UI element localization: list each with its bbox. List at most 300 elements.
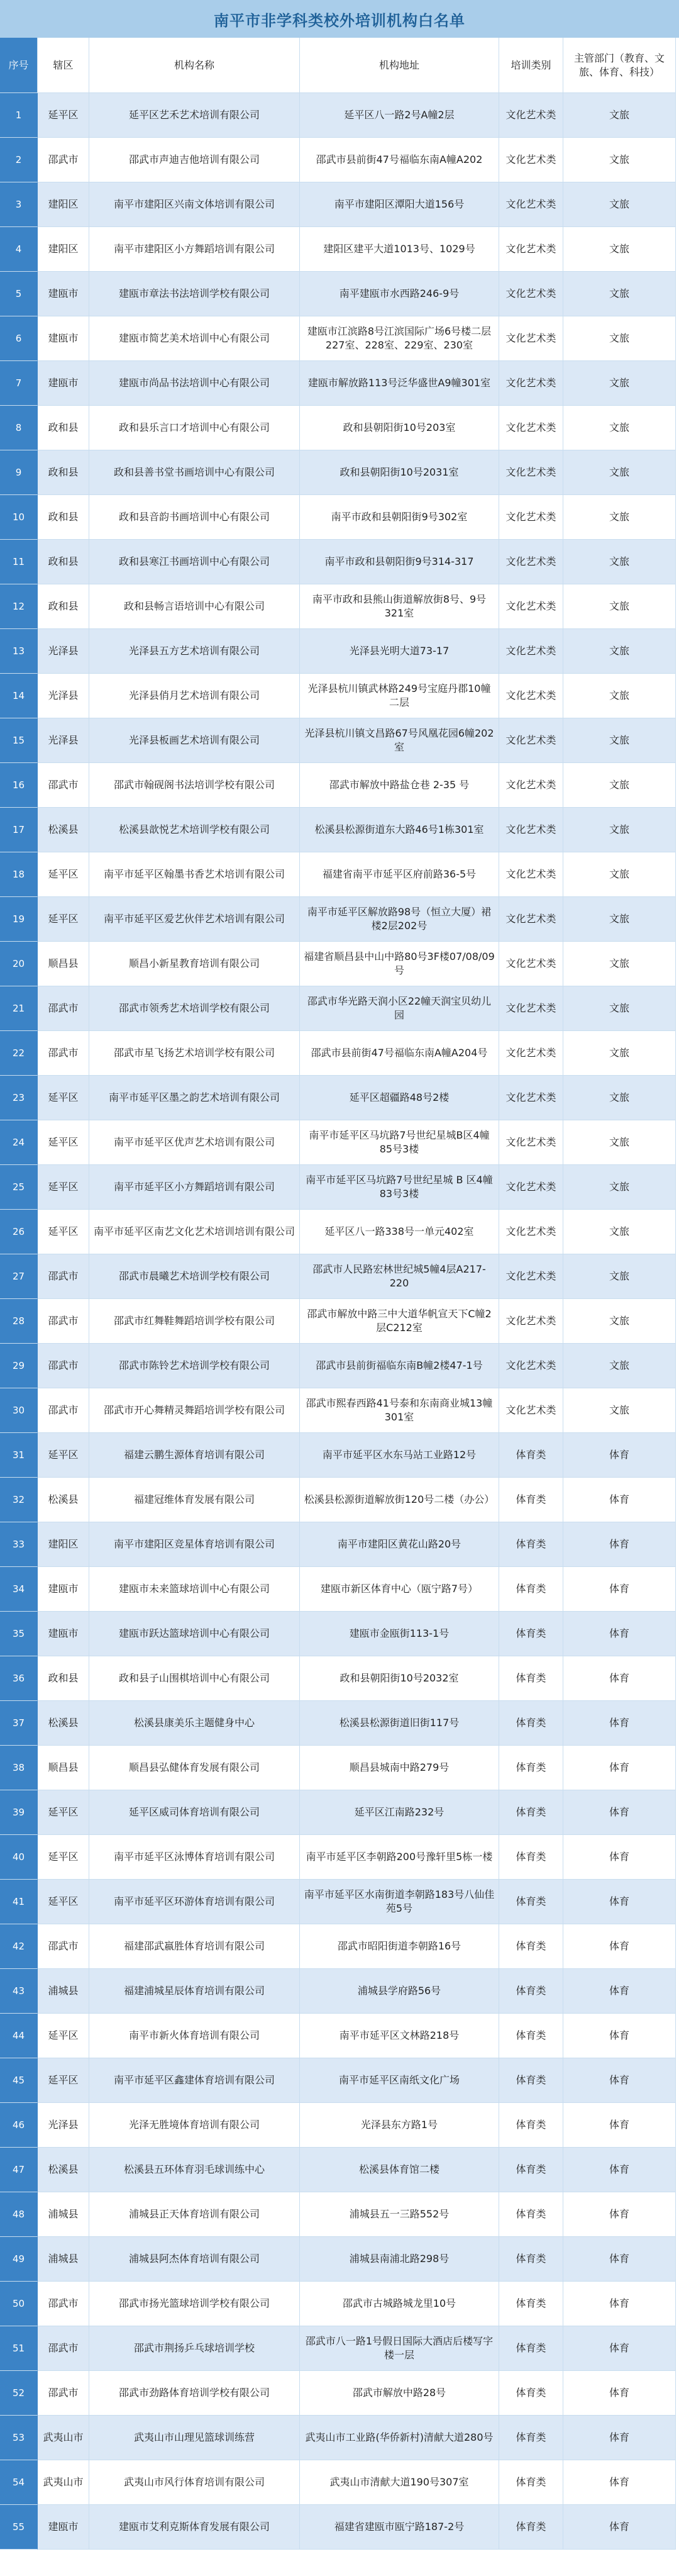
row-district: 邵武市 xyxy=(38,2282,89,2326)
row-no: 28 xyxy=(0,1299,38,1344)
row-category: 文化艺术类 xyxy=(499,1165,563,1210)
row-district: 邵武市 xyxy=(38,986,89,1031)
table-row xyxy=(0,138,676,182)
row-no: 8 xyxy=(0,406,38,450)
row-name: 邵武市红舞鞋舞蹈培训学校有限公司 xyxy=(89,1299,300,1344)
row-category: 文化艺术类 xyxy=(499,852,563,897)
table-row xyxy=(0,718,676,763)
row-no: 3 xyxy=(0,182,38,227)
row-district: 延平区 xyxy=(38,1210,89,1254)
row-district: 邵武市 xyxy=(38,1299,89,1344)
row-name: 福建云鹏生源体育培训有限公司 xyxy=(89,1433,300,1478)
row-address: 邵武市人民路宏林世纪城5幢4层A217-220 xyxy=(300,1254,499,1299)
row-dept: 文旅 xyxy=(563,1344,676,1388)
row-name: 延平区艺禾艺术培训有限公司 xyxy=(89,93,300,138)
row-category: 体育类 xyxy=(499,1924,563,1969)
row-no: 31 xyxy=(0,1433,38,1478)
row-dept: 文旅 xyxy=(563,1076,676,1120)
table-row xyxy=(0,2326,676,2371)
row-name: 政和县乐言口才培训中心有限公司 xyxy=(89,406,300,450)
row-category: 体育类 xyxy=(499,1746,563,1790)
table-row xyxy=(0,1656,676,1701)
row-no: 38 xyxy=(0,1746,38,1790)
row-district: 延平区 xyxy=(38,1790,89,1835)
row-district: 延平区 xyxy=(38,1076,89,1120)
row-name: 福建冠维体育发展有限公司 xyxy=(89,1478,300,1522)
row-category: 文化艺术类 xyxy=(499,495,563,540)
row-dept: 文旅 xyxy=(563,942,676,986)
row-no: 5 xyxy=(0,272,38,316)
row-dept: 体育 xyxy=(563,2192,676,2237)
row-category: 文化艺术类 xyxy=(499,450,563,495)
row-address: 延平区超疆路48号2楼 xyxy=(300,1076,499,1120)
row-dept: 文旅 xyxy=(563,406,676,450)
row-category: 文化艺术类 xyxy=(499,1299,563,1344)
table-row xyxy=(0,986,676,1031)
row-district: 松溪县 xyxy=(38,1478,89,1522)
header-category: 培训类别 xyxy=(499,38,563,93)
row-category: 体育类 xyxy=(499,1790,563,1835)
row-district: 邵武市 xyxy=(38,2326,89,2371)
row-address: 福建省建瓯市瓯宁路187-2号 xyxy=(300,2505,499,2550)
row-address: 南平市政和县朝阳街9号314-317 xyxy=(300,540,499,584)
row-address: 政和县朝阳街10号2031室 xyxy=(300,450,499,495)
table-row xyxy=(0,182,676,227)
row-category: 体育类 xyxy=(499,1433,563,1478)
row-dept: 体育 xyxy=(563,2282,676,2326)
row-address: 光泽县光明大道73-17 xyxy=(300,629,499,674)
row-address: 建瓯市江滨路8号江滨国际广场6号楼二层227室、228室、229室、230室 xyxy=(300,316,499,361)
table-row xyxy=(0,2371,676,2416)
table-row xyxy=(0,1120,676,1165)
row-dept: 体育 xyxy=(563,1433,676,1478)
table-row xyxy=(0,674,676,718)
row-dept: 文旅 xyxy=(563,1120,676,1165)
table-row xyxy=(0,1433,676,1478)
row-no: 46 xyxy=(0,2103,38,2148)
row-no: 45 xyxy=(0,2058,38,2103)
row-no: 16 xyxy=(0,763,38,808)
row-no: 18 xyxy=(0,852,38,897)
row-category: 体育类 xyxy=(499,1880,563,1924)
row-category: 体育类 xyxy=(499,1835,563,1880)
row-name: 松溪县康美乐主题健身中心 xyxy=(89,1701,300,1746)
row-category: 文化艺术类 xyxy=(499,584,563,629)
row-dept: 文旅 xyxy=(563,1254,676,1299)
row-address: 南平市政和县朝阳街9号302室 xyxy=(300,495,499,540)
row-district: 建瓯市 xyxy=(38,1612,89,1656)
row-dept: 文旅 xyxy=(563,316,676,361)
row-category: 文化艺术类 xyxy=(499,718,563,763)
row-name: 政和县音韵书画培训中心有限公司 xyxy=(89,495,300,540)
row-dept: 体育 xyxy=(563,2460,676,2505)
row-district: 武夷山市 xyxy=(38,2460,89,2505)
row-name: 政和县畅言语培训中心有限公司 xyxy=(89,584,300,629)
row-no: 12 xyxy=(0,584,38,629)
table-body xyxy=(0,93,676,2550)
table-row xyxy=(0,584,676,629)
row-dept: 体育 xyxy=(563,2058,676,2103)
table-row xyxy=(0,1388,676,1433)
row-no: 2 xyxy=(0,138,38,182)
row-district: 延平区 xyxy=(38,1880,89,1924)
row-category: 体育类 xyxy=(499,1612,563,1656)
row-no: 24 xyxy=(0,1120,38,1165)
row-category: 体育类 xyxy=(499,2460,563,2505)
row-district: 建瓯市 xyxy=(38,316,89,361)
row-no: 6 xyxy=(0,316,38,361)
row-category: 文化艺术类 xyxy=(499,1031,563,1076)
row-address: 南平市建阳区黄花山路20号 xyxy=(300,1522,499,1567)
row-district: 建阳区 xyxy=(38,227,89,272)
table-row xyxy=(0,272,676,316)
row-address: 光泽县杭川镇文昌路67号风凰花园6幢202室 xyxy=(300,718,499,763)
table-row xyxy=(0,2058,676,2103)
row-category: 文化艺术类 xyxy=(499,897,563,942)
header-address: 机构地址 xyxy=(300,38,499,93)
table-row xyxy=(0,227,676,272)
row-dept: 体育 xyxy=(563,1656,676,1701)
row-district: 光泽县 xyxy=(38,718,89,763)
row-name: 邵武市开心舞精灵舞蹈培训学校有限公司 xyxy=(89,1388,300,1433)
row-address: 福建省南平市延平区府前路36-5号 xyxy=(300,852,499,897)
row-no: 50 xyxy=(0,2282,38,2326)
row-no: 1 xyxy=(0,93,38,138)
table-row xyxy=(0,2505,676,2550)
row-category: 体育类 xyxy=(499,2014,563,2058)
row-name: 政和县子山围棋培训中心有限公司 xyxy=(89,1656,300,1701)
row-district: 政和县 xyxy=(38,584,89,629)
row-dept: 体育 xyxy=(563,1746,676,1790)
row-district: 邵武市 xyxy=(38,1254,89,1299)
row-no: 19 xyxy=(0,897,38,942)
row-no: 33 xyxy=(0,1522,38,1567)
row-dept: 体育 xyxy=(563,1478,676,1522)
row-district: 政和县 xyxy=(38,1656,89,1701)
table-row xyxy=(0,1880,676,1924)
row-name: 邵武市领秀艺术培训学校有限公司 xyxy=(89,986,300,1031)
row-address: 光泽县东方路1号 xyxy=(300,2103,499,2148)
row-name: 政和县寒江书画培训中心有限公司 xyxy=(89,540,300,584)
row-category: 体育类 xyxy=(499,2148,563,2192)
row-address: 邵武市解放中路盐仓巷 2-35 号 xyxy=(300,763,499,808)
table-row xyxy=(0,1835,676,1880)
row-category: 体育类 xyxy=(499,1701,563,1746)
row-dept: 文旅 xyxy=(563,1388,676,1433)
row-name: 建瓯市艾利克斯体育发展有限公司 xyxy=(89,2505,300,2550)
row-district: 建瓯市 xyxy=(38,1567,89,1612)
table-row xyxy=(0,1478,676,1522)
row-district: 光泽县 xyxy=(38,2103,89,2148)
row-no: 41 xyxy=(0,1880,38,1924)
table-row xyxy=(0,808,676,852)
row-district: 政和县 xyxy=(38,406,89,450)
row-category: 文化艺术类 xyxy=(499,182,563,227)
row-address: 武夷山市工业路(华侨新村)清献大道280号 xyxy=(300,2416,499,2460)
row-district: 邵武市 xyxy=(38,1344,89,1388)
row-dept: 体育 xyxy=(563,2014,676,2058)
row-district: 政和县 xyxy=(38,450,89,495)
table-row xyxy=(0,2282,676,2326)
row-district: 浦城县 xyxy=(38,2237,89,2282)
row-address: 武夷山市清献大道190号307室 xyxy=(300,2460,499,2505)
row-category: 体育类 xyxy=(499,1567,563,1612)
row-name: 邵武市星飞扬艺术培训学校有限公司 xyxy=(89,1031,300,1076)
row-dept: 文旅 xyxy=(563,450,676,495)
table-row xyxy=(0,1254,676,1299)
table-row xyxy=(0,942,676,986)
table-row xyxy=(0,763,676,808)
table-row xyxy=(0,361,676,406)
row-dept: 体育 xyxy=(563,1924,676,1969)
row-district: 建瓯市 xyxy=(38,361,89,406)
row-name: 邵武市陈铃艺术培训学校有限公司 xyxy=(89,1344,300,1388)
row-address: 建瓯市新区体育中心（瓯宁路7号） xyxy=(300,1567,499,1612)
row-address: 福建省顺昌县中山中路80号3F楼07/08/09号 xyxy=(300,942,499,986)
row-name: 建瓯市未来篮球培训中心有限公司 xyxy=(89,1567,300,1612)
row-district: 延平区 xyxy=(38,1835,89,1880)
row-name: 南平市延平区优声艺术培训有限公司 xyxy=(89,1120,300,1165)
row-name: 福建浦城星辰体育培训有限公司 xyxy=(89,1969,300,2014)
row-category: 文化艺术类 xyxy=(499,1388,563,1433)
row-district: 延平区 xyxy=(38,2014,89,2058)
row-no: 29 xyxy=(0,1344,38,1388)
table-row xyxy=(0,1612,676,1656)
header-name: 机构名称 xyxy=(89,38,300,93)
table-row xyxy=(0,2148,676,2192)
row-category: 体育类 xyxy=(499,2505,563,2550)
row-district: 建阳区 xyxy=(38,182,89,227)
row-name: 建瓯市简艺美术培训中心有限公司 xyxy=(89,316,300,361)
row-name: 武夷山市风行体育培训有限公司 xyxy=(89,2460,300,2505)
row-dept: 体育 xyxy=(563,1701,676,1746)
row-name: 南平市延平区泳博体育培训有限公司 xyxy=(89,1835,300,1880)
row-district: 延平区 xyxy=(38,852,89,897)
row-address: 延平区八一路338号一单元402室 xyxy=(300,1210,499,1254)
row-address: 政和县朝阳街10号2032室 xyxy=(300,1656,499,1701)
row-district: 延平区 xyxy=(38,897,89,942)
row-address: 邵武市古城路城龙里10号 xyxy=(300,2282,499,2326)
row-name: 光泽县俏月艺术培训有限公司 xyxy=(89,674,300,718)
row-no: 7 xyxy=(0,361,38,406)
row-address: 南平市延平区马坑路7号世纪星城 B 区4幢83号3楼 xyxy=(300,1165,499,1210)
row-no: 35 xyxy=(0,1612,38,1656)
row-no: 43 xyxy=(0,1969,38,2014)
row-category: 文化艺术类 xyxy=(499,1254,563,1299)
table-row xyxy=(0,316,676,361)
table-row xyxy=(0,2237,676,2282)
row-no: 22 xyxy=(0,1031,38,1076)
row-no: 30 xyxy=(0,1388,38,1433)
row-dept: 文旅 xyxy=(563,629,676,674)
row-category: 体育类 xyxy=(499,1969,563,2014)
row-no: 47 xyxy=(0,2148,38,2192)
row-district: 政和县 xyxy=(38,540,89,584)
table-row xyxy=(0,1344,676,1388)
row-address: 邵武市熙春西路41号泰和东南商业城13幢301室 xyxy=(300,1388,499,1433)
table-row xyxy=(0,1790,676,1835)
table-row xyxy=(0,93,676,138)
row-category: 文化艺术类 xyxy=(499,227,563,272)
table-row xyxy=(0,2103,676,2148)
table-row xyxy=(0,1701,676,1746)
row-district: 顺昌县 xyxy=(38,942,89,986)
row-dept: 体育 xyxy=(563,2371,676,2416)
row-dept: 体育 xyxy=(563,1969,676,2014)
row-category: 体育类 xyxy=(499,2192,563,2237)
row-no: 14 xyxy=(0,674,38,718)
table-row xyxy=(0,1924,676,1969)
row-no: 4 xyxy=(0,227,38,272)
row-dept: 体育 xyxy=(563,2237,676,2282)
row-name: 光泽县五方艺术培训有限公司 xyxy=(89,629,300,674)
row-no: 34 xyxy=(0,1567,38,1612)
row-no: 27 xyxy=(0,1254,38,1299)
row-no: 40 xyxy=(0,1835,38,1880)
row-category: 文化艺术类 xyxy=(499,986,563,1031)
row-category: 体育类 xyxy=(499,2058,563,2103)
row-address: 邵武市县前街47号福临东南A幢A204号 xyxy=(300,1031,499,1076)
row-category: 文化艺术类 xyxy=(499,316,563,361)
row-dept: 文旅 xyxy=(563,540,676,584)
table-row xyxy=(0,852,676,897)
row-address: 建瓯市解放路113号泛华盛世A9幢301室 xyxy=(300,361,499,406)
row-name: 南平市延平区翰墨书香艺术培训有限公司 xyxy=(89,852,300,897)
row-category: 体育类 xyxy=(499,2326,563,2371)
row-no: 44 xyxy=(0,2014,38,2058)
row-dept: 文旅 xyxy=(563,584,676,629)
header-district: 辖区 xyxy=(38,38,89,93)
row-address: 浦城县学府路56号 xyxy=(300,1969,499,2014)
row-address: 松溪县松源街道旧街117号 xyxy=(300,1701,499,1746)
row-district: 光泽县 xyxy=(38,674,89,718)
row-address: 浦城县五一三路552号 xyxy=(300,2192,499,2237)
row-dept: 文旅 xyxy=(563,808,676,852)
row-district: 光泽县 xyxy=(38,629,89,674)
page-title: 南平市非学科类校外培训机构白名单 xyxy=(0,0,679,38)
row-name: 邵武市声迪吉他培训有限公司 xyxy=(89,138,300,182)
row-dept: 文旅 xyxy=(563,227,676,272)
table-row xyxy=(0,406,676,450)
table-row xyxy=(0,2014,676,2058)
row-name: 武夷山市山理见篮球训练营 xyxy=(89,2416,300,2460)
table-row xyxy=(0,897,676,942)
row-name: 松溪县歆悦艺术培训学校有限公司 xyxy=(89,808,300,852)
row-dept: 文旅 xyxy=(563,1165,676,1210)
row-category: 体育类 xyxy=(499,2103,563,2148)
row-dept: 体育 xyxy=(563,1612,676,1656)
row-name: 南平市延平区小方舞蹈培训有限公司 xyxy=(89,1165,300,1210)
row-district: 延平区 xyxy=(38,1165,89,1210)
row-no: 37 xyxy=(0,1701,38,1746)
row-name: 南平市建阳区兴南文体培训有限公司 xyxy=(89,182,300,227)
row-address: 南平市延平区水南街道李朝路183号八仙佳苑5号 xyxy=(300,1880,499,1924)
row-no: 42 xyxy=(0,1924,38,1969)
row-address: 建阳区建平大道1013号、1029号 xyxy=(300,227,499,272)
table-row xyxy=(0,629,676,674)
row-dept: 文旅 xyxy=(563,986,676,1031)
table-row xyxy=(0,1969,676,2014)
row-dept: 体育 xyxy=(563,1880,676,1924)
row-no: 51 xyxy=(0,2326,38,2371)
row-dept: 文旅 xyxy=(563,674,676,718)
row-name: 南平市建阳区竞星体育培训有限公司 xyxy=(89,1522,300,1567)
row-dept: 文旅 xyxy=(563,495,676,540)
row-address: 光泽县杭川镇武林路249号宝庭丹郡10幢二层 xyxy=(300,674,499,718)
row-name: 顺昌县弘健体育发展有限公司 xyxy=(89,1746,300,1790)
row-no: 55 xyxy=(0,2505,38,2550)
row-dept: 体育 xyxy=(563,2326,676,2371)
row-dept: 文旅 xyxy=(563,897,676,942)
row-dept: 体育 xyxy=(563,2416,676,2460)
row-no: 53 xyxy=(0,2416,38,2460)
row-category: 文化艺术类 xyxy=(499,540,563,584)
row-dept: 体育 xyxy=(563,1835,676,1880)
row-name: 延平区威司体育培训有限公司 xyxy=(89,1790,300,1835)
row-address: 南平市延平区解放路98号（恒立大厦）裙楼2层202号 xyxy=(300,897,499,942)
row-district: 建阳区 xyxy=(38,1522,89,1567)
row-address: 邵武市县前街47号福临东南A幢A202 xyxy=(300,138,499,182)
row-name: 浦城县正天体育培训有限公司 xyxy=(89,2192,300,2237)
row-category: 文化艺术类 xyxy=(499,1076,563,1120)
row-no: 52 xyxy=(0,2371,38,2416)
row-address: 邵武市解放中路28号 xyxy=(300,2371,499,2416)
row-name: 南平市建阳区小方舞蹈培训有限公司 xyxy=(89,227,300,272)
row-address: 邵武市解放中路三中大道华帆宣天下C幢2层C212室 xyxy=(300,1299,499,1344)
row-category: 文化艺术类 xyxy=(499,406,563,450)
row-district: 延平区 xyxy=(38,1433,89,1478)
table-row xyxy=(0,1210,676,1254)
row-address: 南平市延平区水东马站工业路12号 xyxy=(300,1433,499,1478)
row-name: 光泽县板画艺术培训有限公司 xyxy=(89,718,300,763)
row-dept: 文旅 xyxy=(563,1031,676,1076)
row-district: 建瓯市 xyxy=(38,2505,89,2550)
row-name: 松溪县五环体育羽毛球训练中心 xyxy=(89,2148,300,2192)
row-name: 邵武市晨曦艺术培训学校有限公司 xyxy=(89,1254,300,1299)
row-name: 顺昌小新星教育培训有限公司 xyxy=(89,942,300,986)
row-address: 松溪县松源街道东大路46号1栋301室 xyxy=(300,808,499,852)
row-dept: 文旅 xyxy=(563,763,676,808)
row-name: 邵武市荆扬乒乓球培训学校 xyxy=(89,2326,300,2371)
row-name: 南平市延平区爱艺伙伴艺术培训有限公司 xyxy=(89,897,300,942)
row-dept: 体育 xyxy=(563,2103,676,2148)
row-dept: 文旅 xyxy=(563,1299,676,1344)
row-address: 邵武市县前街福临东南B幢2楼47-1号 xyxy=(300,1344,499,1388)
row-address: 松溪县松源街道解放街120号二楼（办公） xyxy=(300,1478,499,1522)
row-dept: 体育 xyxy=(563,1790,676,1835)
row-name: 邵武市翰砚阁书法培训学校有限公司 xyxy=(89,763,300,808)
row-address: 南平建瓯市水西路246-9号 xyxy=(300,272,499,316)
table-row xyxy=(0,495,676,540)
row-dept: 文旅 xyxy=(563,93,676,138)
row-name: 浦城县阿杰体育培训有限公司 xyxy=(89,2237,300,2282)
row-name: 南平市新火体育培训有限公司 xyxy=(89,2014,300,2058)
row-no: 49 xyxy=(0,2237,38,2282)
table-row xyxy=(0,1746,676,1790)
row-no: 21 xyxy=(0,986,38,1031)
table-row xyxy=(0,1522,676,1567)
row-no: 26 xyxy=(0,1210,38,1254)
row-district: 邵武市 xyxy=(38,1388,89,1433)
row-category: 体育类 xyxy=(499,1522,563,1567)
row-dept: 文旅 xyxy=(563,718,676,763)
table-header xyxy=(0,38,679,93)
row-name: 福建邵武嬴胜体育培训有限公司 xyxy=(89,1924,300,1969)
row-category: 文化艺术类 xyxy=(499,763,563,808)
row-district: 邵武市 xyxy=(38,1031,89,1076)
row-no: 17 xyxy=(0,808,38,852)
row-dept: 体育 xyxy=(563,2148,676,2192)
